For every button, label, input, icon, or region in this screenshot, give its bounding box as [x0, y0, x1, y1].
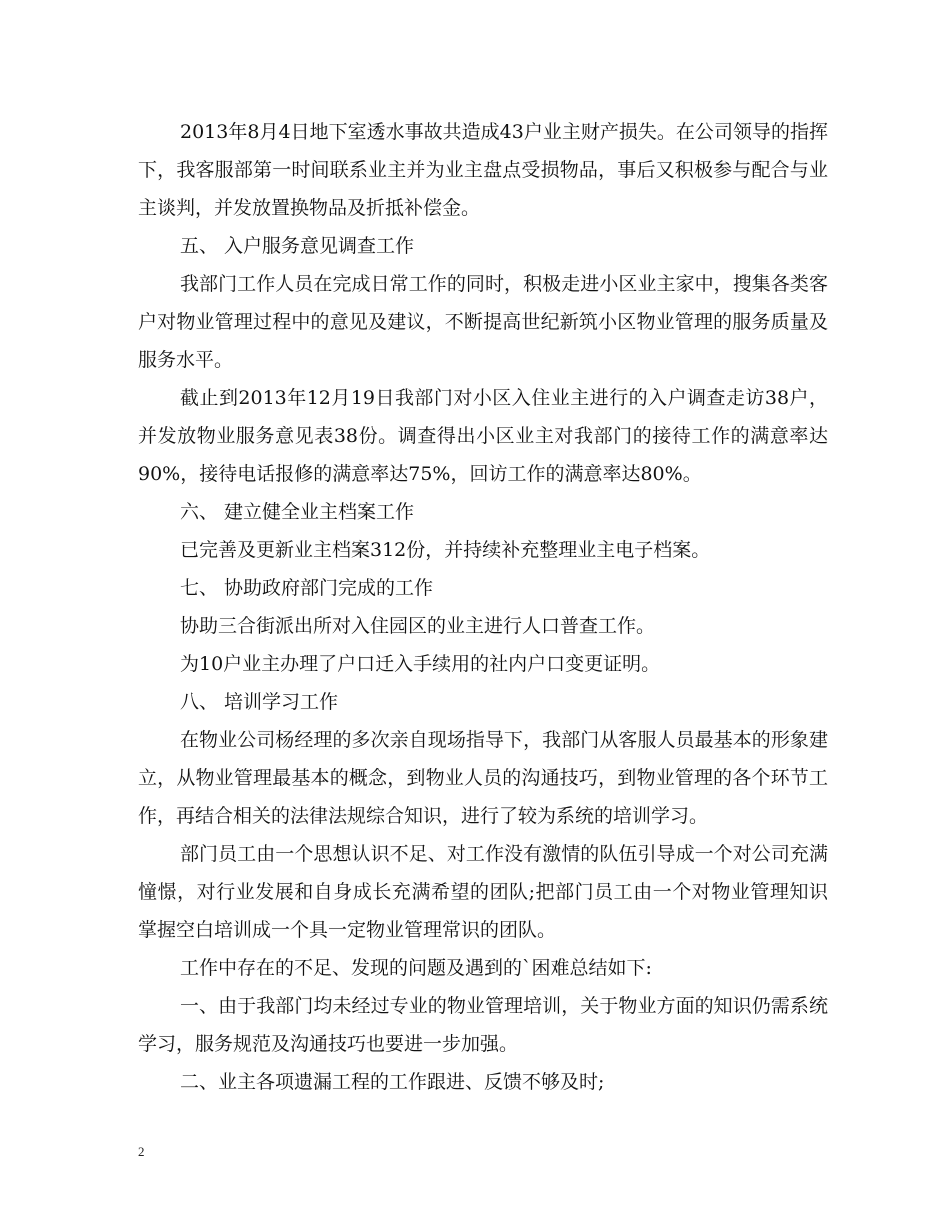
- paragraph: 2013年8月4日地下室透水事故共造成43户业主财产损失。在公司领导的指挥下，我客服部第一时间联系业主并为业主盘点受损物品，事后又积极参与配合与业主谈判，并发放置换物品及折抵补偿金。: [138, 121, 828, 219]
- paragraph: 一、由于我部门均未经过专业的物业管理培训，关于物业方面的知识仍需系统学习，服务规范及沟通技巧也要进一步加强。: [138, 995, 828, 1055]
- paragraph: 我部门工作人员在完成日常工作的同时，积极走进小区业主家中，搜集各类客户对物业管理过程中的意见及建议，不断提高世纪新筑小区物业管理的服务质量及服务水平。: [138, 273, 828, 371]
- paragraph: 为10户业主办理了户口迁入手续用的社内户口变更证明。: [180, 653, 661, 675]
- section-heading: 八、 培训学习工作: [180, 691, 339, 713]
- paragraph: 二、业主各项遗漏工程的工作跟进、反馈不够及时;: [180, 1071, 605, 1093]
- section-heading: 七、 协助政府部门完成的工作: [180, 577, 434, 599]
- paragraph: 部门员工由一个思想认识不足、对工作没有激情的队伍引导成一个对公司充满憧憬，对行业发展和自身成长充满希望的团队;把部门员工由一个对物业管理知识掌握空白培训成一个具一定物业管理常识的团队。: [138, 843, 828, 941]
- page-number: 2: [138, 1144, 145, 1159]
- paragraph: 已完善及更新业主档案312份，并持续补充整理业主电子档案。: [180, 539, 711, 561]
- paragraph: 截止到2013年12月19日我部门对小区入住业主进行的入户调查走访38户，并发放物业服务意见表38份。调查得出小区业主对我部门的接待工作的满意率达90%，接待电话报修的满意率达75%，回访工作的满意率达80%。: [138, 387, 828, 485]
- paragraph: 工作中存在的不足、发现的问题及遇到的`困难总结如下:: [180, 957, 652, 979]
- document-body: [138, 113, 828, 1101]
- section-heading: 五、 入户服务意见调查工作: [180, 235, 415, 257]
- paragraph: 在物业公司杨经理的多次亲自现场指导下，我部门从客服人员最基本的形象建立，从物业管理最基本的概念，到物业人员的沟通技巧，到物业管理的各个环节工作，再结合相关的法律法规综合知识，进行了较为系统的培训学习。: [138, 729, 828, 827]
- section-heading: 六、 建立健全业主档案工作: [180, 501, 415, 523]
- paragraph: 协助三合街派出所对入住园区的业主进行人口普查工作。: [180, 615, 656, 637]
